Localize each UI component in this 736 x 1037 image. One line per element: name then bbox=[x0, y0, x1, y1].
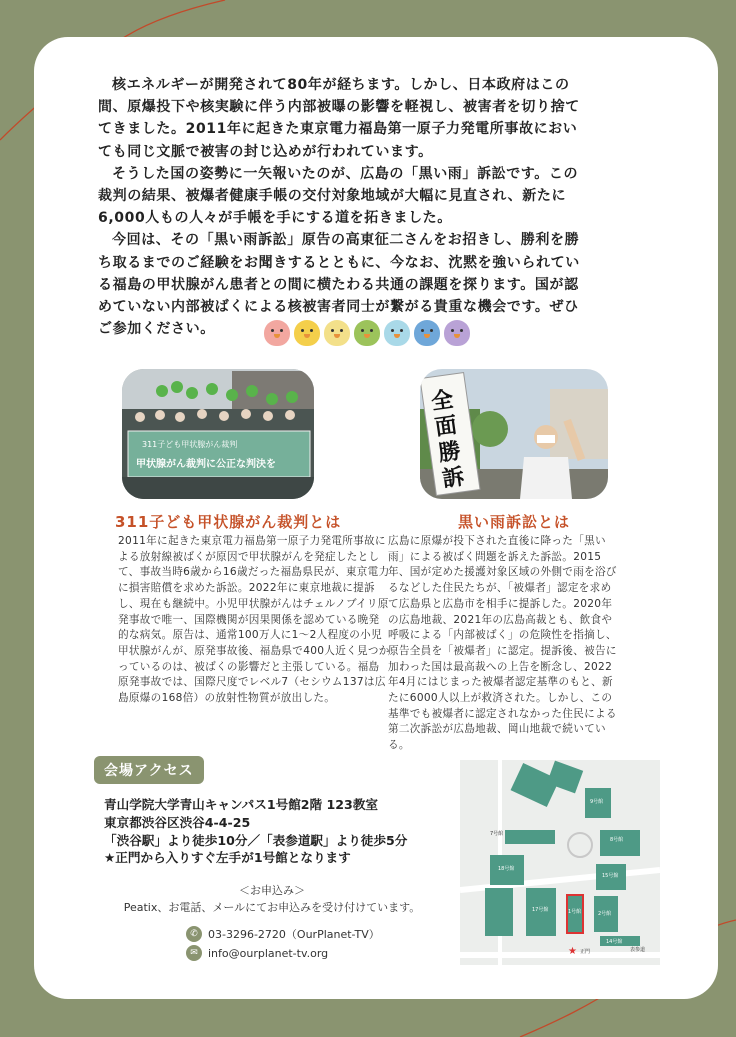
venue-name: 青山学院大学青山キャンパス1号館2階 123教室 bbox=[104, 797, 379, 812]
svg-text:訴: 訴 bbox=[440, 463, 466, 493]
photo-black-rain-victory bbox=[420, 369, 608, 499]
map-label: 15号館 bbox=[602, 873, 619, 879]
email-address[interactable]: info@ourplanet-tv.org bbox=[208, 946, 329, 960]
chick-icon bbox=[414, 320, 440, 346]
main-gate-star-icon: ★ bbox=[568, 946, 577, 957]
map-label: 14号館 bbox=[606, 939, 623, 945]
photo-thyroid-trial-rally bbox=[122, 369, 314, 499]
chick-icon bbox=[324, 320, 350, 346]
banner-top-text: 311子ども甲状腺がん裁判 bbox=[142, 440, 238, 449]
phone-contact[interactable] bbox=[186, 926, 380, 942]
victory-banner-text: 全 bbox=[429, 386, 456, 416]
venue-access-info bbox=[104, 796, 407, 867]
map-label: 表参道 bbox=[630, 947, 646, 953]
chick-icon bbox=[384, 320, 410, 346]
intro-text bbox=[98, 74, 584, 340]
map-label: 2号館 bbox=[598, 911, 612, 917]
phone-number[interactable]: 03-3296-2720（OurPlanet-TV） bbox=[208, 928, 380, 941]
map-label: 1号館 bbox=[568, 909, 582, 915]
venue-directions: 「渋谷駅」より徒歩10分／「表参道駅」より徒歩5分 bbox=[104, 832, 408, 848]
building-shape bbox=[505, 830, 555, 844]
map-label: 8号館 bbox=[610, 837, 624, 843]
section-body-thyroid-trial: 2011年に起きた東京電力福島第一原子力発電所事故による放射線被ばくが原因で甲状腺がんを発症したとして、事故当時6歳から16歳だった福島県民が、東京電力に損害賠償を求めた訴訟。2022年に東京地裁に提訴し、現在も継続中。小児甲状腺がんはチェルノブイリ原発事故で唯一、国際機関が因果関係を認めている晩発的な病気。原告は、通常100万人に1〜2人程度の小児甲状腺がんが、原発事故後、福島県で400人近く見つかっているのは、被ばくの影響だと主張している。福島原発事故では、国際尺度でレベル7（セシウム137は広島原爆の168倍）の放射性物質が放出した。 bbox=[118, 535, 390, 705]
chick-row bbox=[264, 320, 474, 354]
rally-photo-illustration bbox=[122, 369, 314, 499]
building-shape bbox=[485, 888, 513, 936]
application-info bbox=[96, 882, 448, 916]
section-title-black-rain: 黒い雨訴訟とは bbox=[458, 513, 571, 531]
chick-icon bbox=[264, 320, 290, 346]
map-label: 7号館 bbox=[490, 831, 504, 837]
section-body-black-rain: 広島に原爆が投下された直後に降った「黒い雨」による被ばく問題を訴えた訴訟。2015年、国が定めた援護対象区域の外側で雨を浴びるなどした住民たちが、「被爆者」認定を求めて広島県と広島市を相手に提訴した。2020年の広島地裁、2021年の広島高裁とも、飲食や呼吸による「内部被ばく」の危険性を指摘し、原告全員を「被爆者」に認定。提訴後、被告に加わった国は最高裁への上告を断念し、2022年4月にはじまった被爆者認定基準のもと、新たに6000人以上が救済された。しかし、この基準でも被爆者に認定されなかった住民による第二次訴訟が広島地裁、岡山地裁で続いている。 bbox=[388, 535, 617, 752]
intro-paragraph-1: 核エネルギーが開発されて80年が経ちます。しかし、日本政府はこの間、原爆投下や核実験に伴う内部被曝の影響を軽視し、被害者を切り捨ててきました。2011年に起きた東京電力福島第一原子力発電所事故においても同じ文脈で被害の封じ込めが行われています。 bbox=[98, 77, 580, 160]
svg-text:面: 面 bbox=[433, 412, 459, 441]
map-label: 17号館 bbox=[532, 907, 549, 913]
svg-text:勝: 勝 bbox=[436, 437, 463, 467]
email-contact[interactable] bbox=[186, 945, 328, 961]
building-shape bbox=[600, 830, 640, 856]
chick-icon bbox=[354, 320, 380, 346]
venue-address: 東京都渋谷区渋谷4-4-25 bbox=[104, 814, 251, 830]
map-label: 9号館 bbox=[590, 799, 604, 805]
phone-icon: ✆ bbox=[186, 926, 202, 942]
map-label: 正門 bbox=[580, 949, 591, 955]
banner-main-text: 甲状腺がん裁判に公正な判決を bbox=[136, 459, 276, 470]
application-text: Peatix、お電話、メールにてお申込みを受け付けています。 bbox=[123, 901, 421, 914]
venue-access-label: 会場アクセス bbox=[94, 756, 204, 784]
chick-icon bbox=[294, 320, 320, 346]
venue-note: ★正門から入りすぐ左手が1号館となります bbox=[104, 850, 351, 866]
intro-paragraph-3: 今回は、その「黒い雨訴訟」原告の高東征二さんをお招きし、勝利を勝ち取るまでのご経験をお聞きするとともに、今なお、沈黙を強いられている福島の甲状腺がん患者との間に横たわる共通の課題を探ります。国が認めていない内部被ばくによる核被害者同士が繋がる貴重な機会です。ぜひご参加ください。 bbox=[98, 232, 580, 338]
application-heading: ＜お申込み＞ bbox=[239, 884, 305, 897]
section-title-thyroid-trial: 311子ども甲状腺がん裁判とは bbox=[115, 513, 342, 531]
mail-icon: ✉ bbox=[186, 945, 202, 961]
victory-photo-illustration bbox=[420, 369, 608, 499]
chick-icon bbox=[444, 320, 470, 346]
intro-paragraph-2: そうした国の姿勢に一矢報いたのが、広島の「黒い雨」訴訟です。この裁判の結果、被爆者健康手帳の交付対象地域が大幅に見直され、新たに6,000人もの人々が手帳を手にする道を拓きました。 bbox=[98, 165, 579, 227]
map-label: 18号館 bbox=[498, 866, 515, 872]
campus-map bbox=[460, 760, 660, 965]
